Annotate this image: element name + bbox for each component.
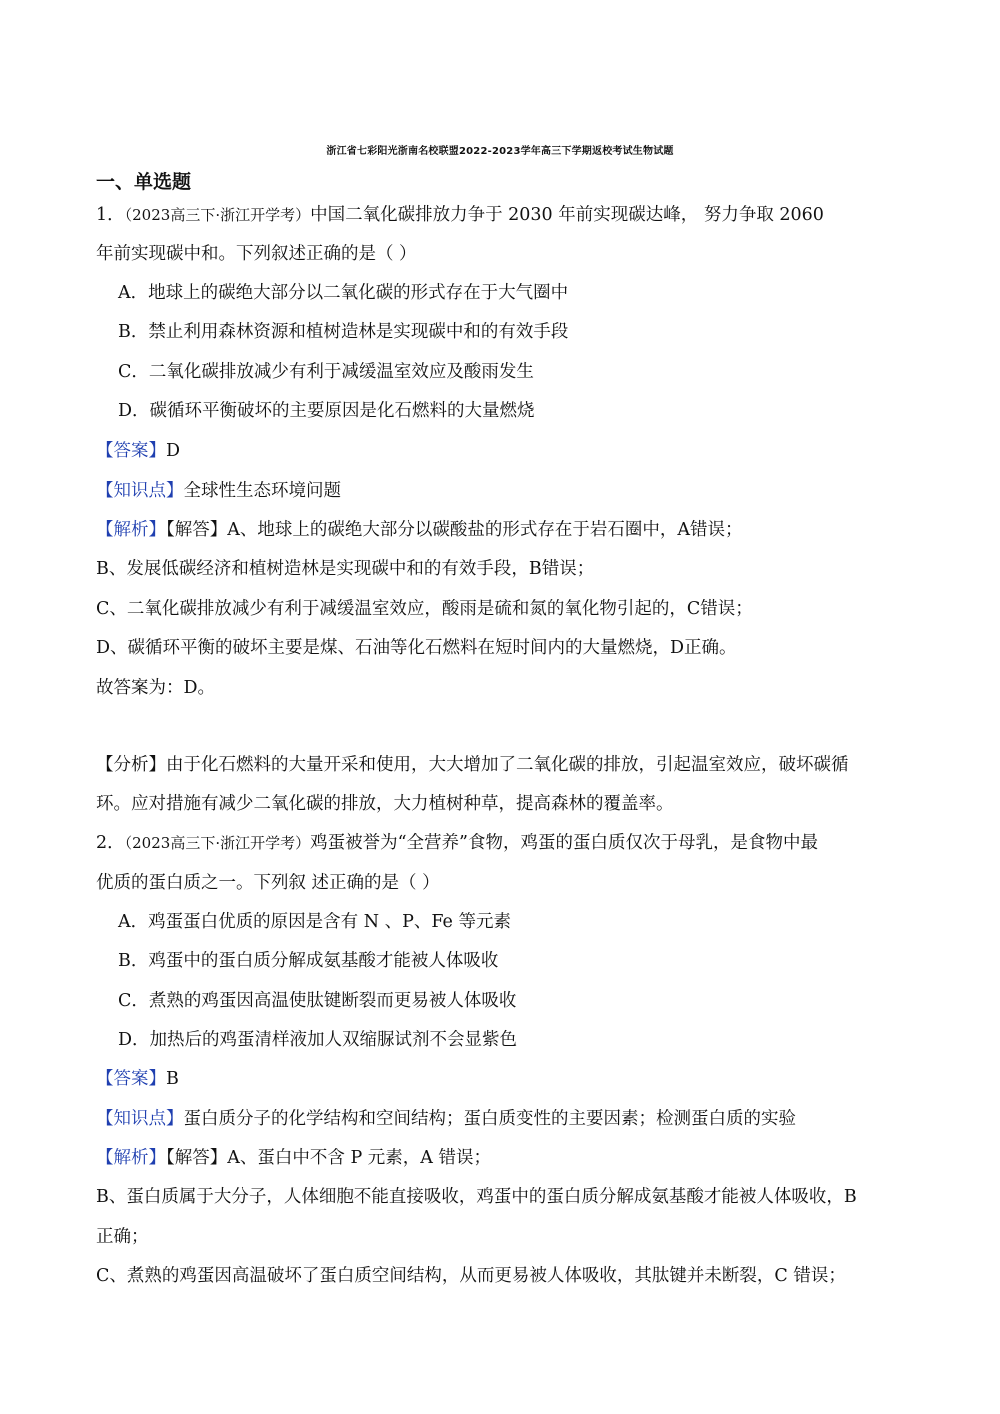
question-text: 中国二氧化碳排放力争于 2030 年前实现碳达峰， 努力争取 2060 [310, 205, 824, 225]
analysis-line: 正确； [96, 1227, 149, 1247]
answer-tag: 【答案】 [96, 441, 166, 461]
analysis-tag: 【解析】 [96, 1148, 166, 1168]
question-2-option-c: C．煮熟的鸡蛋因高温使肽键断裂而更易被人体吸收 [118, 991, 517, 1011]
answer-tag: 【答案】 [96, 1069, 166, 1089]
knowledge-value: 蛋白质分子的化学结构和空间结构；蛋白质变性的主要因素；检测蛋白质的实验 [183, 1109, 796, 1129]
knowledge-tag: 【知识点】 [96, 1109, 184, 1129]
analysis-line: C、二氧化碳排放减少有利于减缓温室效应，酸雨是硫和氮的氧化物引起的，C错误； [96, 599, 753, 619]
analysis-line: C、煮熟的鸡蛋因高温破坏了蛋白质空间结构，从而更易被人体吸收，其肽键并未断裂，C 错误； [96, 1266, 846, 1286]
question-1-option-b: B．禁止利用森林资源和植树造林是实现碳中和的有效手段 [118, 322, 569, 342]
question-1-stem [96, 202, 824, 228]
question-number: 2． [96, 833, 125, 853]
analysis-line: 【解答】A、蛋白中不含 P 元素，A 错误； [166, 1148, 491, 1168]
question-2-option-b: B．鸡蛋中的蛋白质分解成氨基酸才能被人体吸收 [118, 951, 499, 971]
analysis-line: 【解答】A、地球上的碳绝大部分以碳酸盐的形式存在于岩石圈中，A错误； [166, 520, 743, 540]
answer-value: B [166, 1069, 179, 1089]
analysis-tag: 【解析】 [96, 520, 166, 540]
document-title: 浙江省七彩阳光浙南名校联盟2022-2023学年高三下学期返校考试生物试题 [326, 146, 674, 157]
question-2-stem [96, 830, 818, 856]
question-1-knowledge [96, 478, 341, 504]
question-1-answer [96, 438, 180, 464]
question-2-answer [96, 1066, 179, 1092]
question-source: （2023高三下·浙江开学考） [124, 206, 311, 224]
question-2-option-d: D．加热后的鸡蛋清样液加人双缩脲试剂不会显紫色 [118, 1030, 518, 1050]
question-1-comment [96, 752, 849, 778]
question-2-option-a: A．鸡蛋蛋白优质的原因是含有 N 、P、Fe 等元素 [118, 912, 511, 932]
question-2-analysis [96, 1145, 491, 1171]
question-2-stem-cont: 优质的蛋白质之一。下列叙 述正确的是（ ） [96, 873, 440, 893]
question-1-option-a: A．地球上的碳绝大部分以二氧化碳的形式存在于大气圈中 [118, 283, 569, 303]
analysis-line: B、发展低碳经济和植树造林是实现碳中和的有效手段，B错误； [96, 559, 595, 579]
comment-line: 由于化石燃料的大量开采和使用，大大增加了二氧化碳的排放，引起温室效应，破坏碳循 [166, 755, 849, 775]
question-text: 鸡蛋被誉为“全营养”食物，鸡蛋的蛋白质仅次于母乳，是食物中最 [310, 833, 818, 853]
question-source: （2023高三下·浙江开学考） [124, 834, 311, 852]
question-1-analysis [96, 517, 743, 543]
question-1-option-d: D．碳循环平衡破坏的主要原因是化石燃料的大量燃烧 [118, 401, 535, 421]
question-1-stem-cont: 年前实现碳中和。下列叙述正确的是（ ） [96, 244, 417, 264]
knowledge-tag: 【知识点】 [96, 481, 184, 501]
analysis-line: D、碳循环平衡的破坏主要是煤、石油等化石燃料在短时间内的大量燃烧，D正确。 [96, 638, 737, 658]
knowledge-value: 全球性生态环境问题 [183, 481, 341, 501]
analysis-line: B、蛋白质属于大分子，人体细胞不能直接吸收，鸡蛋中的蛋白质分解成氨基酸才能被人体吸收，B [96, 1187, 857, 1207]
analysis-conclusion: 故答案为：D。 [96, 678, 216, 698]
answer-value: D [166, 441, 181, 461]
comment-tag: 【分析】 [96, 755, 166, 775]
question-2-knowledge [96, 1106, 796, 1132]
section-heading: 一、单选题 [96, 171, 192, 193]
question-1-option-c: C．二氧化碳排放减少有利于减缓温室效应及酸雨发生 [118, 362, 534, 382]
comment-line: 环。应对措施有减少二氧化碳的排放，大力植树种草，提高森林的覆盖率。 [96, 794, 674, 814]
question-number: 1． [96, 205, 125, 225]
